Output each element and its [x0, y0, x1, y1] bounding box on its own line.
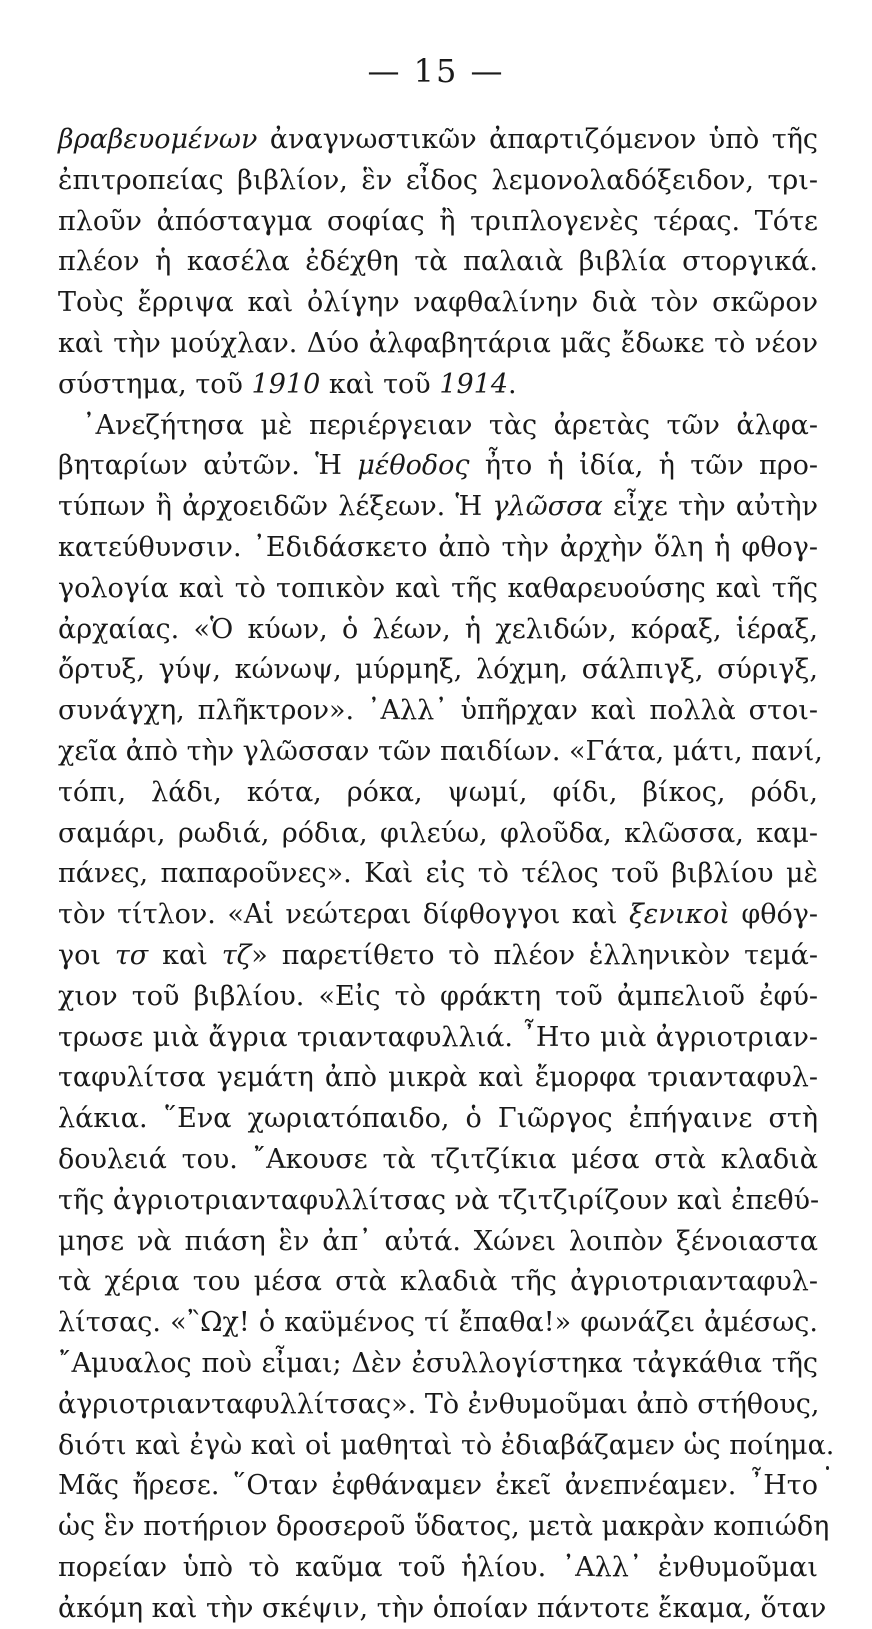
text-line: [58, 1426, 835, 1467]
text-line: [58, 1466, 818, 1507]
text-line: [58, 610, 818, 651]
text-line: [58, 528, 818, 569]
text-line: [58, 202, 818, 243]
line-text: ἐπιτροπείας βιβλίον, ἓν εἶδος λεμονολαδόξειδον, τρι-: [58, 164, 818, 196]
line-text: χεῖα ἀπὸ τὴν γλῶσσαν τῶν παιδίων. «Γάτα, μάτι, πανί,: [58, 735, 823, 767]
italic-text: 1914: [439, 368, 509, 400]
line-text: » παρετίθετο τὸ πλέον ἑλληνικὸν τεμά-: [251, 939, 819, 971]
line-text: ῎Αμυαλος ποὺ εἶμαι; Δὲν ἐσυλλογίστηκα τἀγκάθια τῆς: [58, 1347, 818, 1379]
text-line: [58, 977, 818, 1018]
italic-text: γλῶσσα: [492, 491, 603, 523]
line-text: ἀγριοτριανταφυλλίτσας». Τὸ ἐνθυμοῦμαι ἀπὸ στήθους,: [58, 1388, 820, 1420]
text-line: [58, 814, 818, 855]
line-text: βηταρίων αὐτῶν. Ἡ: [58, 450, 358, 482]
line-text: γοι: [58, 939, 115, 971]
text-line: [58, 324, 818, 365]
line-text: Τοὺς ἔρριψα καὶ ὀλίγην ναφθαλίνην διὰ τὸν σκῶρον: [58, 287, 818, 319]
body-text: [58, 120, 835, 1629]
text-line: [58, 1385, 818, 1426]
italic-text: τσ: [114, 939, 149, 971]
text-line: [58, 936, 818, 977]
line-text: ἦτο ἡ ἰδία, ἡ τῶν προ-: [469, 450, 818, 482]
text-line: [58, 1303, 818, 1344]
italic-text: μέθοδος: [357, 450, 470, 482]
line-text: γολογία καὶ τὸ τοπικὸν καὶ τῆς καθαρευούσης καὶ τῆς: [58, 572, 818, 604]
text-line: [58, 283, 818, 324]
line-text: καὶ: [148, 939, 222, 971]
line-text: σαμάρι, ρωδιά, ρόδια, φιλεύω, φλοῦδα, κλῶσσα, καμ-: [58, 817, 818, 849]
text-line: [58, 161, 818, 202]
line-text: .: [508, 368, 517, 400]
line-text: σύστημα, τοῦ: [58, 368, 252, 400]
italic-text: βραβευομένων: [58, 124, 258, 155]
line-text: ᾽Ανεζήτησα μὲ περιέργειαν τὰς ἀρετὰς τῶν ἀλφα-: [82, 409, 818, 441]
line-text: δουλειά του. ῎Ακουσε τὰ τζιτζίκια μέσα στὰ κλαδιὰ: [58, 1143, 818, 1175]
italic-text: ξενικοὶ: [628, 899, 730, 931]
text-line: [58, 650, 818, 691]
line-text: πορείαν ὑπὸ τὸ καῦμα τοῦ ἡλίου. ᾽Αλλ᾽ ἐνθυμοῦμαι: [58, 1551, 818, 1583]
line-text: κατεύθυνσιν. ᾽Εδιδάσκετο ἀπὸ τὴν ἀρχὴν ὅλη ἡ φθογ-: [58, 531, 818, 563]
line-text: διότι καὶ ἐγὼ καὶ οἱ μαθηταὶ τὸ ἐδιαβάζαμεν ὡς ποίημα.: [58, 1429, 835, 1461]
text-line: [58, 242, 818, 283]
text-line: [58, 487, 818, 528]
text-line: [58, 1222, 818, 1263]
text-line: [58, 1589, 827, 1629]
line-text: τὸν τίτλον. «Αἱ νεώτεραι δίφθογγοι καὶ: [58, 899, 629, 931]
page-number: — 15 —: [367, 52, 505, 90]
line-text: πλοῦν ἀπόσταγμα σοφίας ἢ τριπλογενὲς τέρας. Τότε: [58, 205, 818, 237]
line-text: τόπι, λάδι, κότα, ρόκα, ψωμί, φίδι, βίκος, ρόδι,: [58, 776, 818, 808]
text-line: [58, 732, 823, 773]
text-line: [58, 406, 818, 447]
line-text: καὶ τοῦ: [320, 368, 440, 400]
line-text: λάκια. ῞Ενα χωριατόπαιδο, ὁ Γιῶργος ἐπήγαινε στὴ: [58, 1103, 818, 1135]
line-text: ἀναγνωστικῶν ἀπαρτιζόμενον ὑπὸ τῆς: [257, 124, 818, 155]
text-line: [58, 773, 818, 814]
print-speck: [826, 1466, 829, 1470]
line-text: τὰ χέρια του μέσα στὰ κλαδιὰ τῆς ἀγριοτριανταφυλ-: [58, 1266, 818, 1298]
text-line: [58, 1507, 830, 1548]
text-line: [58, 1181, 818, 1222]
text-line: [58, 1344, 818, 1385]
italic-text: 1910: [251, 368, 321, 400]
line-text: μησε νὰ πιάση ἓν ἀπ᾽ αὐτά. Χώνει λοιπὸν ξένοιαστα: [58, 1225, 818, 1257]
line-text: συνάγχη, πλῆκτρον». ᾽Αλλ᾽ ὑπῆρχαν καὶ πολλὰ στοι-: [58, 695, 818, 727]
line-text: φθόγ-: [729, 899, 818, 931]
line-text: λίτσας. «῍Ωχ! ὁ καϋμένος τί ἔπαθα!» φωνάζει ἀμέσως.: [58, 1307, 818, 1339]
text-line: [58, 1262, 818, 1303]
text-line: [58, 895, 818, 936]
text-line: [58, 1140, 818, 1181]
text-line: [58, 691, 818, 732]
text-line: [58, 120, 818, 161]
line-text: εἶχε τὴν αὐτὴν: [602, 491, 819, 523]
line-text: ταφυλίτσα γεμάτη ἀπὸ μικρὰ καὶ ἔμορφα τριανταφυλ-: [58, 1062, 818, 1094]
text-line: [58, 1058, 818, 1099]
text-line: [58, 365, 818, 406]
line-text: ἀρχαίας. «Ὁ κύων, ὁ λέων, ἡ χελιδών, κόραξ, ἱέραξ,: [58, 613, 818, 645]
text-line: [58, 1548, 818, 1589]
line-text: Μᾶς ἤρεσε. ῞Οταν ἐφθάναμεν ἐκεῖ ἀνεπνέαμεν. ῏Ητο: [58, 1470, 818, 1502]
line-text: χιον τοῦ βιβλίου. «Εἰς τὸ φράκτη τοῦ ἀμπελιοῦ ἐφύ-: [58, 980, 818, 1012]
line-text: ἀκόμη καὶ τὴν σκέψιν, τὴν ὁποίαν πάντοτε ἔκαμα, ὅταν: [58, 1592, 827, 1624]
text-line: [58, 1018, 818, 1059]
line-text: ὄρτυξ, γύψ, κώνωψ, μύρμηξ, λόχμη, σάλπιγξ, σύριγξ,: [58, 654, 818, 686]
line-text: πάνες, παπαροῦνες». Καὶ εἰς τὸ τέλος τοῦ βιβλίου μὲ: [58, 858, 818, 890]
italic-text: τζ: [221, 939, 252, 971]
line-text: τρωσε μιὰ ἄγρια τριανταφυλλιά. ῏Ητο μιὰ ἀγριοτριαν-: [58, 1021, 818, 1053]
line-text: τῆς ἀγριοτριανταφυλλίτσας νὰ τζιτζιρίζουν καὶ ἐπεθύ-: [58, 1184, 820, 1216]
text-line: [58, 1099, 818, 1140]
line-text: τύπων ἢ ἀρχοειδῶν λέξεων. Ἡ: [58, 491, 493, 523]
text-line: [58, 569, 818, 610]
text-line: [58, 854, 818, 895]
line-text: πλέον ἡ κασέλα ἐδέχθη τὰ παλαιὰ βιβλία στοργικά.: [58, 246, 818, 278]
line-text: ὡς ἓν ποτήριον δροσεροῦ ὕδατος, μετὰ μακρὰν κοπιώδη: [58, 1511, 830, 1543]
line-text: καὶ τὴν μούχλαν. Δύο ἀλφαβητάρια μᾶς ἔδωκε τὸ νέον: [58, 327, 818, 359]
text-line: [58, 446, 818, 487]
